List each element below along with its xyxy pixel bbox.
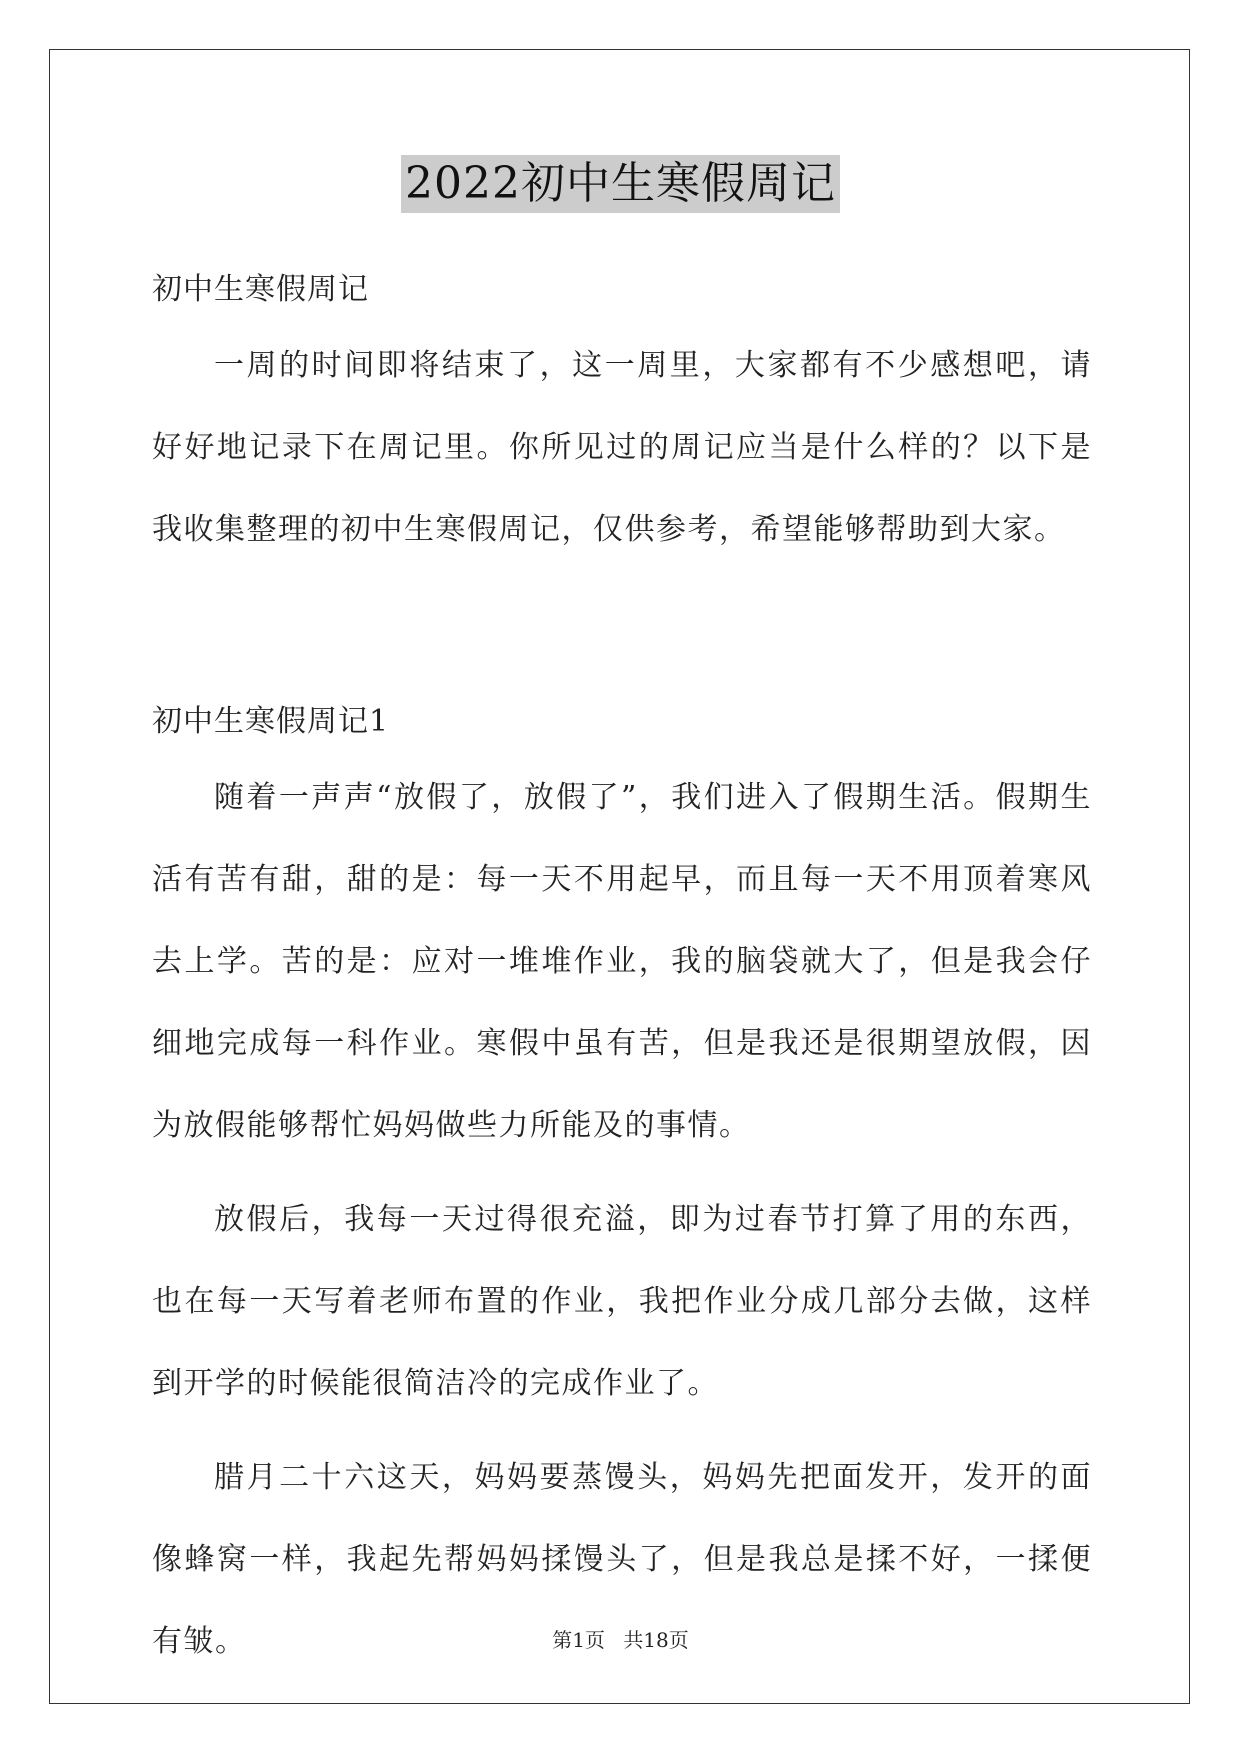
document-title: 2022初中生寒假周记 — [401, 155, 840, 213]
page-footer — [0, 1624, 1241, 1653]
subtitle-heading: 初中生寒假周记 — [152, 272, 369, 307]
intro-paragraph: 一周的时间即将结束了，这一周里，大家都有不少感想吧，请好好地记录下在周记里。你所见过的周记应当是什么样的？以下是我收集整理的初中生寒假周记，仅供参考，希望能够帮助到大家。 — [152, 348, 1092, 547]
page-total: 共18页 — [623, 1628, 689, 1652]
body-paragraph: 腊月二十六这天，妈妈要蒸馒头，妈妈先把面发开，发开的面像蜂窝一样，我起先帮妈妈揉馒头了，但是我总是揉不好，一揉便有皱。 — [152, 1460, 1092, 1659]
section-spacer — [152, 571, 1092, 687]
body-paragraph: 放假后，我每一天过得很充溢，即为过春节打算了用的东西，也在每一天写着老师布置的作业，我把作业分成几部分去做，这样到开学的时候能很简洁冷的完成作业了。 — [152, 1202, 1092, 1401]
title-container — [0, 155, 1241, 213]
section-heading: 初中生寒假周记1 — [152, 704, 390, 739]
body-paragraph: 随着一声声“放假了，放假了”，我们进入了假期生活。假期生活有苦有甜，甜的是：每一天不用起早，而且每一天不用顶着寒风去上学。苦的是：应对一堆堆作业，我的脑袋就大了，但是我会仔细地完成每一科作业。寒假中虽有苦，但是我还是很期望放假，因为放假能够帮忙妈妈做些力所能及的事情。 — [152, 780, 1092, 1143]
page-number: 第1页 — [552, 1628, 605, 1652]
paragraph-spacer — [152, 1425, 1092, 1437]
document-body — [152, 255, 1092, 1683]
paragraph-spacer — [152, 1167, 1092, 1179]
